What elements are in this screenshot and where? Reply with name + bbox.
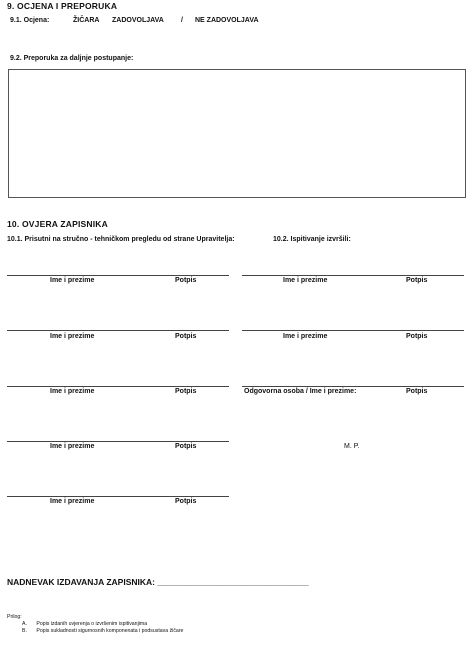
signature-label: Potpis xyxy=(175,333,197,340)
preporuka-label: 9.2. Preporuka za daljnje postupanje: xyxy=(10,55,134,62)
signature-line[interactable] xyxy=(7,441,229,442)
issue-date-row xyxy=(7,577,309,587)
signature-line[interactable] xyxy=(7,275,229,276)
name-label: Ime i prezime xyxy=(50,277,95,284)
name-label: Ime i prezime xyxy=(50,333,95,340)
signature-label: Potpis xyxy=(175,277,197,284)
section-10-title: 10. OVJERA ZAPISNIKA xyxy=(7,219,108,229)
attachment-letter: B. xyxy=(22,628,27,634)
issue-date-field[interactable]: ________________________________ xyxy=(157,577,309,587)
signature-label: Potpis xyxy=(175,498,197,505)
present-persons-heading: 10.1. Prisutni na stručno - tehničkom pregledu od strane Upravitelja: xyxy=(7,236,235,243)
ocjena-separator: / xyxy=(181,17,183,24)
signature-line[interactable] xyxy=(242,330,464,331)
inspectors-heading: 10.2. Ispitivanje izvršili: xyxy=(273,236,351,243)
section-9-title: 9. OCJENA I PREPORUKA xyxy=(7,1,118,11)
name-label: Ime i prezime xyxy=(283,277,328,284)
attachment-item xyxy=(22,621,147,627)
attachment-text: Popis sukladnosti sigurnosnih komponenata i podsustava žičare xyxy=(36,628,184,634)
preporuka-textarea[interactable] xyxy=(8,69,466,198)
ocjena-option-ne-zadovoljava[interactable]: NE ZADOVOLJAVA xyxy=(195,17,259,24)
signature-line[interactable] xyxy=(7,386,229,387)
signature-label: Potpis xyxy=(175,443,197,450)
name-label: Ime i prezime xyxy=(50,388,95,395)
signature-label: Potpis xyxy=(175,388,197,395)
signature-label: Potpis xyxy=(406,388,428,395)
stamp-placeholder: M. P. xyxy=(344,443,360,450)
name-label: Ime i prezime xyxy=(50,498,95,505)
name-label: Ime i prezime xyxy=(50,443,95,450)
ocjena-option-zadovoljava[interactable]: ZADOVOLJAVA xyxy=(112,17,164,24)
signature-line[interactable] xyxy=(242,275,464,276)
name-label: Ime i prezime xyxy=(283,333,328,340)
attachment-item xyxy=(22,628,183,634)
ocjena-label: 9.1. Ocjena: xyxy=(10,17,50,24)
signature-label: Potpis xyxy=(406,277,428,284)
signature-label: Potpis xyxy=(406,333,428,340)
signature-line[interactable] xyxy=(242,386,464,387)
signature-line[interactable] xyxy=(7,330,229,331)
responsible-person-label: Odgovorna osoba / Ime i prezime: xyxy=(244,388,357,395)
signature-line[interactable] xyxy=(7,496,229,497)
ocjena-subject: ŽIČARA xyxy=(73,17,100,24)
attachments-title: Prilog: xyxy=(7,614,22,620)
attachment-letter: A. xyxy=(22,621,27,627)
attachment-text: Popis izdanih uvjerenja o izvršenim ispitivanjima xyxy=(36,621,148,627)
issue-date-label: NADNEVAK IZDAVANJA ZAPISNIKA: xyxy=(7,577,155,587)
